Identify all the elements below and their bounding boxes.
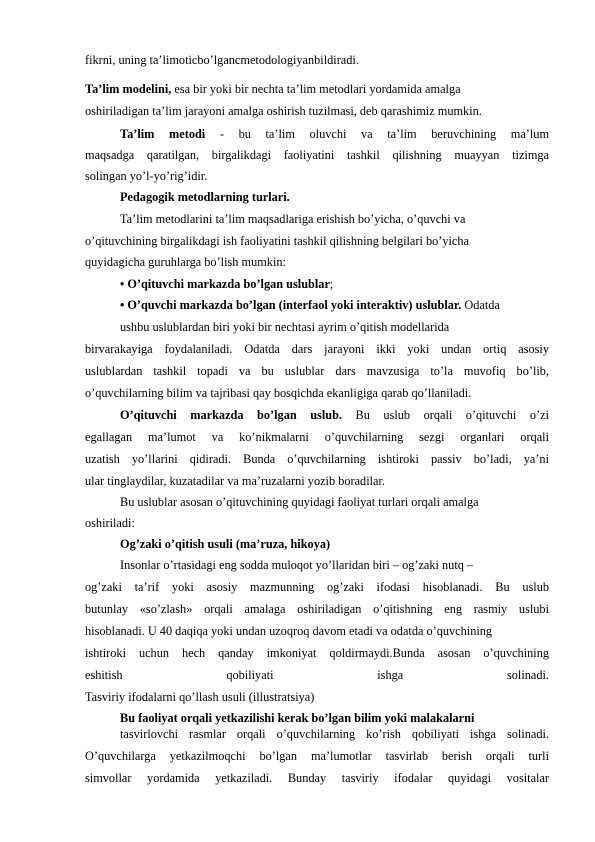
text-line (85, 234, 549, 249)
text-line (85, 53, 549, 68)
text-line (85, 771, 549, 786)
bullet-text: O’qituvchi markazda bo’lgan uslublar (127, 277, 330, 291)
line-text: ishtiroki uchun hech qanday imkoniyat qoldirmaydi.Bunda asosan o’quvchining (85, 646, 549, 660)
line-text: birvarakayiga foydalaniladi. Odatda dars jarayoni ikki yoki undan ortiq asosiy (85, 342, 549, 356)
line-text: Insonlar o’rtasidagi eng sodda muloqot yo’llaridan biri – og’zaki nutq – (120, 558, 474, 572)
line-text: o’quvchilarning bilim va tajribasi qay bosqichda ekanligiga qarab qo’llaniladi. (85, 386, 472, 400)
text-line (85, 668, 549, 683)
text-line (85, 386, 549, 401)
term-ta-lim-metodi: Ta’lim metodi (120, 127, 206, 141)
text-line (120, 127, 549, 142)
bullet-text: O’quvchi markazda bo’lgan (interfaol yoki interaktiv) uslublar. (127, 298, 462, 312)
heading-text: Bu faoliyat orqali yetkazilishi kerak bo’lgan bilim yoki malakalarni (120, 711, 475, 725)
text-line (120, 495, 549, 510)
text-line (85, 749, 549, 764)
line-text: Ta’lim metodlarini ta’lim maqsadlariga erishish bo’yicha, o’quvchi va (120, 212, 466, 226)
text-line (85, 474, 549, 489)
line-text: esa bir yoki bir nechta ta’lim metodlari yordamida amalga (171, 82, 461, 96)
line-text: fikrni, uning ta’limoticbo’lgancmetodologiyanbildiradi. (85, 53, 359, 67)
bullet-icon: • (120, 298, 125, 312)
text-line (85, 602, 549, 617)
term-ta-lim-modeli: Ta’lim modelini, (85, 82, 172, 96)
line-text: maqsadga qaratilgan, birgalikdagi faoliyatini tashkil qilishning muayyan tizimga (85, 148, 549, 162)
text-line (85, 646, 549, 661)
text-line (120, 558, 549, 573)
text-line (85, 364, 549, 379)
line-text: simvollar yordamida yetkaziladi. Bunday tasviriy ifodalar quyidagi vositalar (85, 771, 549, 785)
text-line (120, 727, 549, 742)
line-text: hisoblanadi. U 40 daqiqa yoki undan uzoqroq davom etadi va odatda o’quvchining (85, 624, 493, 638)
text-line (120, 212, 549, 227)
line-text: tasvirlovchi rasmlar orqali o’quvchilarning ko’rish qobiliyati ishga solinadi. (120, 727, 549, 741)
text-line (120, 320, 549, 335)
line-text: quyidagicha guruhlarga bo’lish mumkin: (85, 255, 286, 269)
line-text: solingan yo’l-yo’rig’idir. (85, 169, 208, 183)
line-text: eshitish qobiliyati ishga solinadi. (85, 668, 549, 682)
bullet-item (120, 277, 549, 292)
line-text: O’quvchilarga yetkazilmoqchi bo’lgan ma’lumotlar tasvirlab berish orqali turli (85, 749, 549, 763)
text-line (85, 452, 549, 467)
line-text: egallagan ma’lumot va ko’nikmalarni o’quvchilarning sezgi organlari orqali (85, 430, 549, 444)
line-text: uslublardan tashkil topadi va bu uslublar dars mavzusiga to’la muvofiq bo’lib, (85, 364, 549, 378)
line-text: butunlay «so’zlash» orqali amalaga oshiriladigan o’qitishning eng rasmiy uslubi (85, 602, 549, 616)
line-text: ushbu uslublardan biri yoki bir nechtasi ayrim o’qitish modellarida (120, 320, 450, 334)
line-text: Bu uslub orqali o’qituvchi o’zi (342, 408, 549, 422)
line-text: o’qituvchining birgalikdagi ish faoliyatini tashkil qilishning belgilari bo’yicha (85, 234, 469, 248)
term-o-qituvchi-uslub: O’qituvchi markazda bo’lgan uslub. (120, 408, 343, 422)
line-text: Odatda (461, 298, 500, 312)
text-line (85, 342, 549, 357)
line-text: uzatish yo’llarini qidiradi. Bunda o’quvchilarning ishtiroki passiv bo’ladi, ya’ni (85, 452, 549, 466)
text-line (85, 580, 549, 595)
text-line (85, 430, 549, 445)
line-text: - bu ta’lim oluvchi va ta’lim beruvchining ma’lum (205, 127, 550, 141)
heading-text: Pedagogik metodlarning turlari. (120, 190, 290, 204)
text-line (120, 408, 549, 423)
text-line (85, 82, 549, 97)
bullet-icon: • (120, 277, 125, 291)
line-text: ; (329, 277, 334, 291)
line-text: Tasviriy ifodalarni qo’llash usuli (illustratsiya) (85, 690, 315, 704)
section-heading (120, 537, 549, 552)
text-line (85, 690, 549, 705)
section-heading (120, 190, 549, 205)
section-heading (120, 711, 549, 726)
bullet-item (120, 298, 560, 313)
line-text: Bu uslublar asosan o’qituvchining quyidagi faoliyat turlari orqali amalga (120, 495, 479, 509)
line-text: oshiriladigan ta’lim jarayoni amalga oshirish tuzilmasi, deb qarashimiz mumkin. (85, 104, 482, 118)
text-line (85, 255, 549, 270)
text-line (85, 169, 549, 184)
heading-text: Og’zaki o’qitish usuli (ma’ruza, hikoya) (120, 537, 331, 551)
line-text: og’zaki ta’rif yoki asosiy mazmunning og’zaki ifodasi hisoblanadi. Bu uslub (85, 580, 549, 594)
text-line (85, 104, 549, 119)
text-line (85, 516, 549, 531)
text-line (85, 624, 549, 639)
text-line (85, 148, 549, 163)
line-text: oshiriladi: (85, 516, 135, 530)
line-text: ular tinglaydilar, kuzatadilar va ma’ruzalarni yozib boradilar. (85, 474, 385, 488)
